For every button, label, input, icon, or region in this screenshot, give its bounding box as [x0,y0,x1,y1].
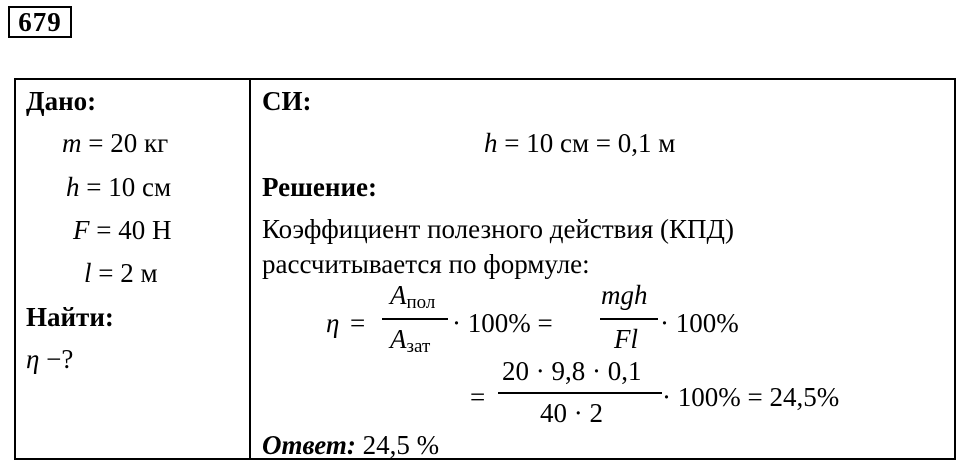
answer-label: Ответ: [262,430,356,460]
problem-number: 679 [8,6,72,38]
mgh-numerator: mgh [601,280,648,310]
si-heading: СИ: [262,86,312,116]
si-height-symbol: h [484,128,498,158]
given-mass [62,130,168,157]
fraction-calc [498,354,662,426]
force-value: = 40 Н [89,215,172,245]
length-value: = 2 м [91,258,158,288]
calc-tail: · 100% = 24,5% [662,382,840,412]
si-conversion [484,130,675,157]
formula-tail: · 100% [660,308,739,338]
column-divider [249,80,251,458]
solution-heading: Решение: [262,172,377,202]
fraction-useful-over-spent [382,280,448,357]
answer-line [262,432,439,459]
solution-text-line2: рассчитывается по формуле: [262,249,590,279]
length-symbol: l [84,258,92,288]
mass-symbol: m [62,128,82,158]
calc-equals: = [470,382,486,412]
mass-value: = 20 кг [81,128,169,158]
find-item [26,346,73,373]
given-height [66,174,171,201]
calc-numerator: 20 · 9,8 · 0,1 [502,356,642,386]
formula-eta: η [326,308,340,338]
spent-work: $A_{зат}$ [390,324,431,357]
force-symbol: F [73,215,90,245]
height-symbol: h [66,172,80,202]
efficiency-symbol: η [26,344,40,374]
given-heading: Дано: [26,86,97,116]
solution-text-line1: Коэффициент полезного действия (КПД) [262,214,734,244]
si-height-value: = 10 см = 0,1 м [497,128,676,158]
calc-denominator: 40 · 2 [540,398,603,428]
formula-equals: = [350,308,366,338]
fl-denominator: Fl [614,324,638,354]
given-force [73,217,171,244]
formula-mid: · 100% = [452,308,553,338]
given-length [84,260,158,287]
solution-table [14,78,956,460]
find-heading: Найти: [26,302,114,332]
useful-work: $A_{пол}$ [390,280,436,313]
height-value: = 10 см [79,172,172,202]
find-question: −? [39,344,74,374]
answer-value: 24,5 % [355,430,440,460]
fraction-mgh-over-fl [600,280,658,354]
